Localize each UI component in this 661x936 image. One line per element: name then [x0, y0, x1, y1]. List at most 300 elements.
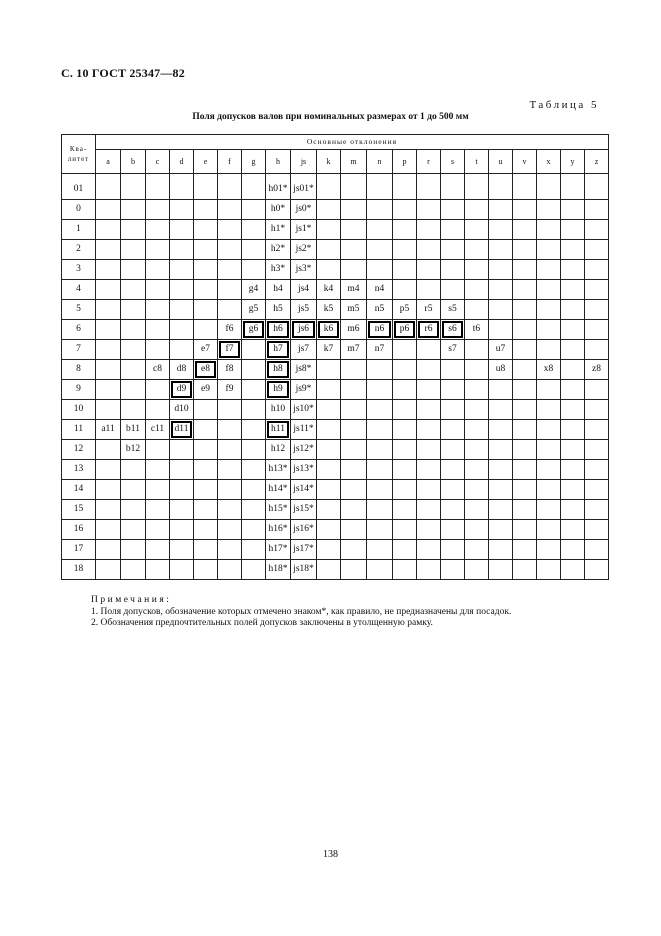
empty-cell — [194, 400, 218, 420]
empty-cell — [341, 260, 367, 280]
empty-cell — [121, 480, 146, 500]
table-row — [62, 480, 609, 500]
page-header: С. 10 ГОСТ 25347—82 — [61, 66, 185, 80]
empty-cell — [489, 260, 513, 280]
empty-cell — [513, 180, 537, 200]
tolerance-label: js17* — [293, 543, 314, 554]
empty-cell — [585, 480, 609, 500]
tolerance-label: js01* — [293, 183, 314, 194]
empty-cell — [96, 520, 121, 540]
tolerance-cell-d — [170, 360, 194, 380]
empty-cell — [170, 460, 194, 480]
empty-cell — [537, 500, 561, 520]
empty-cell — [170, 300, 194, 320]
empty-cell — [242, 460, 266, 480]
empty-cell — [121, 520, 146, 540]
empty-cell — [585, 380, 609, 400]
tolerance-cell-h — [266, 320, 291, 340]
empty-cell — [194, 220, 218, 240]
empty-cell — [96, 440, 121, 460]
empty-cell — [194, 440, 218, 460]
tolerance-cell-f — [218, 360, 242, 380]
empty-cell — [393, 460, 417, 480]
empty-cell — [194, 540, 218, 560]
deviation-letters-row — [62, 150, 609, 174]
tolerance-cell-m — [341, 320, 367, 340]
empty-cell — [367, 440, 393, 460]
tolerance-cell-g — [242, 300, 266, 320]
empty-cell — [489, 380, 513, 400]
tolerance-cell-h — [266, 360, 291, 380]
grade-cell: 10 — [62, 400, 96, 420]
tolerance-label: js6 — [297, 323, 310, 334]
column-letter-k: k — [317, 150, 341, 174]
empty-cell — [242, 180, 266, 200]
tolerance-cell-h — [266, 200, 291, 220]
tolerance-cell-c — [146, 420, 170, 440]
empty-cell — [489, 520, 513, 540]
empty-cell — [242, 360, 266, 380]
empty-cell — [194, 500, 218, 520]
empty-cell — [393, 560, 417, 580]
tolerance-label: d10 — [174, 403, 189, 414]
empty-cell — [242, 560, 266, 580]
tolerance-label: s7 — [448, 343, 457, 354]
tolerance-label: m5 — [347, 303, 360, 314]
empty-cell — [513, 280, 537, 300]
empty-cell — [585, 500, 609, 520]
empty-cell — [537, 460, 561, 480]
empty-cell — [317, 180, 341, 200]
tolerance-cell-s — [441, 300, 465, 320]
empty-cell — [537, 220, 561, 240]
empty-cell — [218, 500, 242, 520]
empty-cell — [585, 540, 609, 560]
empty-cell — [96, 480, 121, 500]
tolerance-label: f6 — [225, 323, 234, 334]
empty-cell — [489, 220, 513, 240]
tolerance-cell-s — [441, 340, 465, 360]
empty-cell — [561, 260, 585, 280]
tolerance-cell-p — [393, 320, 417, 340]
empty-cell — [146, 560, 170, 580]
empty-cell — [146, 440, 170, 460]
tolerance-cell-h — [266, 520, 291, 540]
empty-cell — [218, 180, 242, 200]
tolerance-cell-h — [266, 240, 291, 260]
tolerance-cell-f — [218, 340, 242, 360]
empty-cell — [465, 240, 489, 260]
grade-cell: 13 — [62, 460, 96, 480]
empty-cell — [417, 560, 441, 580]
tolerance-cell-k — [317, 320, 341, 340]
empty-cell — [146, 300, 170, 320]
column-letter-js: js — [291, 150, 317, 174]
tolerance-label: h12 — [270, 443, 286, 454]
empty-cell — [341, 200, 367, 220]
empty-cell — [465, 420, 489, 440]
empty-cell — [121, 280, 146, 300]
empty-cell — [537, 380, 561, 400]
empty-cell — [489, 280, 513, 300]
empty-cell — [367, 460, 393, 480]
empty-cell — [585, 460, 609, 480]
empty-cell — [170, 520, 194, 540]
tolerance-label: h0* — [270, 203, 286, 214]
grade-header-line2: литет — [67, 155, 90, 163]
empty-cell — [513, 420, 537, 440]
empty-cell — [242, 240, 266, 260]
empty-cell — [393, 360, 417, 380]
column-letter-u: u — [489, 150, 513, 174]
empty-cell — [317, 540, 341, 560]
tolerance-label: d9 — [176, 383, 187, 394]
grade-cell: 2 — [62, 240, 96, 260]
empty-cell — [194, 300, 218, 320]
empty-cell — [242, 340, 266, 360]
empty-cell — [367, 520, 393, 540]
empty-cell — [121, 460, 146, 480]
empty-cell — [367, 200, 393, 220]
empty-cell — [513, 380, 537, 400]
empty-cell — [121, 320, 146, 340]
empty-cell — [513, 340, 537, 360]
empty-cell — [242, 200, 266, 220]
empty-cell — [341, 500, 367, 520]
empty-cell — [585, 400, 609, 420]
empty-cell — [417, 400, 441, 420]
tolerance-label: h01* — [268, 183, 288, 194]
empty-cell — [417, 500, 441, 520]
empty-cell — [121, 220, 146, 240]
tolerance-cell-h — [266, 260, 291, 280]
table-row — [62, 320, 609, 340]
empty-cell — [441, 240, 465, 260]
empty-cell — [317, 480, 341, 500]
empty-cell — [561, 180, 585, 200]
tolerance-cell-a — [96, 420, 121, 440]
empty-cell — [218, 240, 242, 260]
empty-cell — [417, 360, 441, 380]
tolerance-label: e8 — [201, 363, 210, 374]
empty-cell — [146, 400, 170, 420]
empty-cell — [561, 340, 585, 360]
empty-cell — [367, 180, 393, 200]
column-letter-n: n — [367, 150, 393, 174]
tolerance-cell-h — [266, 440, 291, 460]
tolerance-label: h1* — [270, 223, 286, 234]
empty-cell — [242, 540, 266, 560]
empty-cell — [96, 180, 121, 200]
empty-cell — [537, 520, 561, 540]
empty-cell — [242, 440, 266, 460]
table-row — [62, 500, 609, 520]
empty-cell — [537, 340, 561, 360]
empty-cell — [121, 300, 146, 320]
empty-cell — [537, 420, 561, 440]
column-letter-f: f — [218, 150, 242, 174]
tolerance-cell-d — [170, 420, 194, 440]
empty-cell — [218, 420, 242, 440]
empty-cell — [489, 560, 513, 580]
tolerance-label: h4 — [273, 283, 283, 294]
empty-cell — [489, 320, 513, 340]
empty-cell — [170, 440, 194, 460]
column-letter-y: y — [561, 150, 585, 174]
empty-cell — [489, 180, 513, 200]
empty-cell — [393, 340, 417, 360]
empty-cell — [170, 280, 194, 300]
empty-cell — [317, 560, 341, 580]
tolerance-cell-js — [291, 340, 317, 360]
tolerance-cell-t — [465, 320, 489, 340]
empty-cell — [218, 220, 242, 240]
empty-cell — [146, 460, 170, 480]
empty-cell — [537, 480, 561, 500]
grade-cell: 01 — [62, 180, 96, 200]
tolerance-cell-js — [291, 240, 317, 260]
tolerance-label: u8 — [495, 363, 506, 374]
empty-cell — [121, 560, 146, 580]
empty-cell — [96, 500, 121, 520]
empty-cell — [170, 320, 194, 340]
tolerance-cell-g — [242, 280, 266, 300]
empty-cell — [393, 520, 417, 540]
empty-cell — [367, 360, 393, 380]
empty-cell — [585, 320, 609, 340]
empty-cell — [96, 220, 121, 240]
notes — [91, 595, 511, 630]
grade-cell: 11 — [62, 420, 96, 440]
tolerance-cell-h — [266, 540, 291, 560]
tolerance-cell-e — [194, 380, 218, 400]
empty-cell — [537, 560, 561, 580]
empty-cell — [417, 220, 441, 240]
tolerance-label: u7 — [495, 343, 506, 354]
empty-cell — [417, 460, 441, 480]
tolerance-label: js18* — [293, 563, 314, 574]
empty-cell — [170, 340, 194, 360]
tolerance-cell-h — [266, 460, 291, 480]
empty-cell — [218, 400, 242, 420]
tolerance-cell-x — [537, 360, 561, 380]
tolerance-cell-js — [291, 260, 317, 280]
empty-cell — [146, 260, 170, 280]
tolerance-cell-d — [170, 400, 194, 420]
empty-cell — [465, 380, 489, 400]
grade-cell: 12 — [62, 440, 96, 460]
empty-cell — [341, 360, 367, 380]
table-row — [62, 300, 609, 320]
empty-cell — [585, 420, 609, 440]
empty-cell — [242, 480, 266, 500]
column-letter-s: s — [441, 150, 465, 174]
empty-cell — [146, 500, 170, 520]
empty-cell — [513, 260, 537, 280]
tolerance-cell-k — [317, 280, 341, 300]
empty-cell — [441, 260, 465, 280]
empty-cell — [194, 240, 218, 260]
tolerance-cell-c — [146, 360, 170, 380]
empty-cell — [585, 300, 609, 320]
empty-cell — [121, 240, 146, 260]
tolerance-label: h14* — [268, 483, 288, 494]
tolerance-label: n5 — [374, 303, 385, 314]
tolerance-label: m7 — [347, 343, 360, 354]
empty-cell — [121, 400, 146, 420]
empty-cell — [317, 260, 341, 280]
empty-cell — [393, 240, 417, 260]
empty-cell — [465, 400, 489, 420]
empty-cell — [465, 560, 489, 580]
empty-cell — [194, 420, 218, 440]
empty-cell — [96, 540, 121, 560]
tolerance-cell-h — [266, 480, 291, 500]
tolerance-cell-h — [266, 420, 291, 440]
empty-cell — [393, 420, 417, 440]
tolerance-cell-g — [242, 320, 266, 340]
tolerance-cell-r — [417, 320, 441, 340]
empty-cell — [585, 240, 609, 260]
table-row — [62, 440, 609, 460]
tolerance-label: js0* — [295, 203, 312, 214]
empty-cell — [489, 300, 513, 320]
tolerance-label: js11* — [293, 423, 314, 434]
tolerance-cell-u — [489, 360, 513, 380]
tolerance-cell-p — [393, 300, 417, 320]
tolerance-cell-js — [291, 280, 317, 300]
grade-cell: 14 — [62, 480, 96, 500]
empty-cell — [417, 440, 441, 460]
empty-cell — [537, 300, 561, 320]
tolerance-label: js3* — [295, 263, 312, 274]
column-letter-v: v — [513, 150, 537, 174]
empty-cell — [121, 380, 146, 400]
tolerance-cell-e — [194, 360, 218, 380]
empty-cell — [121, 360, 146, 380]
table-row — [62, 520, 609, 540]
tolerance-label: n6 — [374, 323, 385, 334]
empty-cell — [96, 360, 121, 380]
empty-cell — [96, 260, 121, 280]
empty-cell — [585, 200, 609, 220]
empty-cell — [537, 180, 561, 200]
tolerance-cell-js — [291, 460, 317, 480]
empty-cell — [441, 420, 465, 440]
tolerance-cell-js — [291, 360, 317, 380]
tolerance-label: js2* — [295, 243, 312, 254]
tolerance-label: js14* — [293, 483, 314, 494]
tolerance-cell-r — [417, 300, 441, 320]
tolerance-cell-js — [291, 220, 317, 240]
empty-cell — [585, 520, 609, 540]
tolerance-cell-h — [266, 400, 291, 420]
empty-cell — [242, 400, 266, 420]
empty-cell — [96, 300, 121, 320]
table-row — [62, 540, 609, 560]
empty-cell — [441, 460, 465, 480]
empty-cell — [146, 540, 170, 560]
empty-cell — [218, 200, 242, 220]
empty-cell — [367, 220, 393, 240]
empty-cell — [194, 480, 218, 500]
empty-cell — [537, 400, 561, 420]
tolerance-cell-js — [291, 180, 317, 200]
tolerance-label: s5 — [448, 303, 457, 314]
grade-cell: 4 — [62, 280, 96, 300]
tolerance-label: b11 — [126, 423, 140, 434]
empty-cell — [194, 320, 218, 340]
empty-cell — [341, 400, 367, 420]
tolerance-cell-h — [266, 340, 291, 360]
table-row — [62, 460, 609, 480]
empty-cell — [96, 460, 121, 480]
tolerance-cell-js — [291, 400, 317, 420]
empty-cell — [441, 560, 465, 580]
tolerance-label: h13* — [268, 463, 288, 474]
tolerance-label: js1* — [295, 223, 312, 234]
note-1: 1. Поля допусков, обозначение которых отмечено знаком*, как правило, не предназначены для посадок. — [91, 606, 512, 617]
empty-cell — [121, 180, 146, 200]
tolerance-label: js5 — [297, 303, 310, 314]
empty-cell — [537, 260, 561, 280]
empty-cell — [561, 400, 585, 420]
empty-cell — [441, 520, 465, 540]
grade-cell: 3 — [62, 260, 96, 280]
tolerance-label: h7 — [273, 343, 283, 354]
tolerance-cell-k — [317, 300, 341, 320]
empty-cell — [561, 360, 585, 380]
empty-cell — [561, 520, 585, 540]
empty-cell — [121, 540, 146, 560]
empty-cell — [417, 280, 441, 300]
empty-cell — [341, 460, 367, 480]
empty-cell — [242, 420, 266, 440]
tolerance-label: d11 — [174, 423, 189, 434]
tolerance-label: g6 — [248, 323, 259, 334]
empty-cell — [513, 240, 537, 260]
empty-cell — [170, 560, 194, 580]
empty-cell — [561, 200, 585, 220]
empty-cell — [441, 400, 465, 420]
note-2: 2. Обозначения предпочтительных полей допусков заключены в утолщенную рамку. — [91, 618, 433, 628]
empty-cell — [194, 460, 218, 480]
empty-cell — [393, 380, 417, 400]
empty-cell — [417, 420, 441, 440]
tolerance-label: h16* — [268, 523, 288, 534]
tolerance-cell-js — [291, 440, 317, 460]
empty-cell — [393, 180, 417, 200]
empty-cell — [218, 300, 242, 320]
empty-cell — [341, 240, 367, 260]
empty-cell — [146, 380, 170, 400]
table-row — [62, 560, 609, 580]
tolerance-cell-e — [194, 340, 218, 360]
empty-cell — [417, 180, 441, 200]
empty-cell — [417, 340, 441, 360]
empty-cell — [146, 200, 170, 220]
empty-cell — [393, 500, 417, 520]
tolerance-label: js7 — [297, 343, 310, 354]
page-number: 138 — [323, 849, 338, 860]
tolerance-cell-h — [266, 560, 291, 580]
empty-cell — [170, 480, 194, 500]
column-letter-p: p — [393, 150, 417, 174]
empty-cell — [441, 480, 465, 500]
table-row — [62, 340, 609, 360]
table-row — [62, 400, 609, 420]
tolerance-cell-js — [291, 300, 317, 320]
